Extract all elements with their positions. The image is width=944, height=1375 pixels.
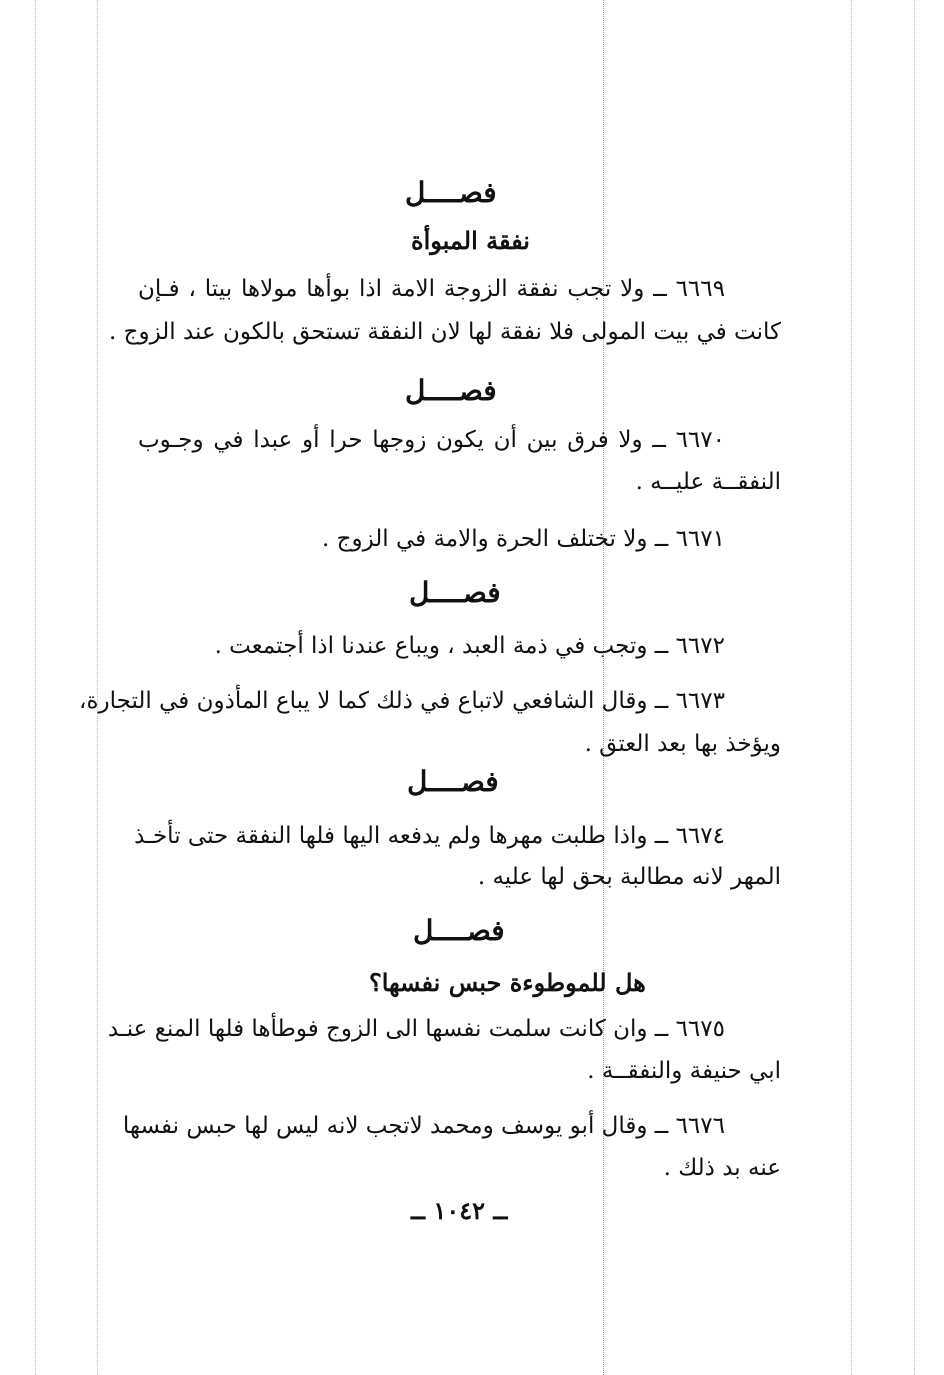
paragraph-line: ٦٦٦٩ ــ ولا تجب نفقة الزوجة الامة اذا بوأها مولاها بيتا ، فـإن <box>138 276 725 302</box>
scan-dotted-line <box>35 0 36 1375</box>
page-number: ــ ١٠٤٢ ــ <box>411 1196 508 1225</box>
paragraph-line: عنه بد ذلك . <box>663 1155 781 1181</box>
scan-dotted-line <box>851 0 852 1375</box>
section-heading: فصــــل <box>405 374 497 407</box>
scan-dotted-line <box>914 0 915 1375</box>
paragraph-line: ٦٦٧٢ ــ وتجب في ذمة العبد ، ويباع عندنا اذا أجتمعت . <box>214 633 725 659</box>
section-heading: فصــــل <box>413 914 505 947</box>
paragraph-line: ٦٦٧٦ ــ وقال أبو يوسف ومحمد لاتجب لانه ليس لها حبس نفسها <box>122 1113 725 1139</box>
paragraph-line: ٦٦٧٠ ــ ولا فرق بين أن يكون زوجها حرا أو عبدا في وجـوب <box>138 427 725 453</box>
paragraph-line: المهر لانه مطالبة بحق لها عليه . <box>477 864 781 890</box>
section-heading: فصــــل <box>405 176 497 209</box>
paragraph-line: النفقــة عليــه . <box>635 469 781 495</box>
section-subheading: هل للموطوءة حبس نفسها؟ <box>369 968 646 997</box>
paragraph-line: ٦٦٧٤ ــ واذا طلبت مهرها ولم يدفعه اليها فلها النفقة حتى تأخـذ <box>134 823 725 849</box>
paragraph-line: ابي حنيفة والنفقــة . <box>587 1058 781 1084</box>
section-subheading: نفقة المبوأة <box>411 226 530 255</box>
paragraph-line: كانت في بيت المولى فلا نفقة لها لان النفقة تستحق بالكون عند الزوج . <box>109 319 781 345</box>
paragraph-line: ٦٦٧١ ــ ولا تختلف الحرة والامة في الزوج . <box>322 526 725 552</box>
paragraph-line: ٦٦٧٥ ــ وان كانت سلمت نفسها الى الزوج فوطأها فلها المنع عنـد <box>107 1016 725 1042</box>
section-heading: فصــــل <box>409 576 501 609</box>
paragraph-line: ٦٦٧٣ ــ وقال الشافعي لاتباع في ذلك كما لا يباع المأذون في التجارة، <box>79 688 725 714</box>
section-heading: فصــــل <box>407 765 499 798</box>
paragraph-line: ويؤخذ بها بعد العتق . <box>584 731 781 757</box>
